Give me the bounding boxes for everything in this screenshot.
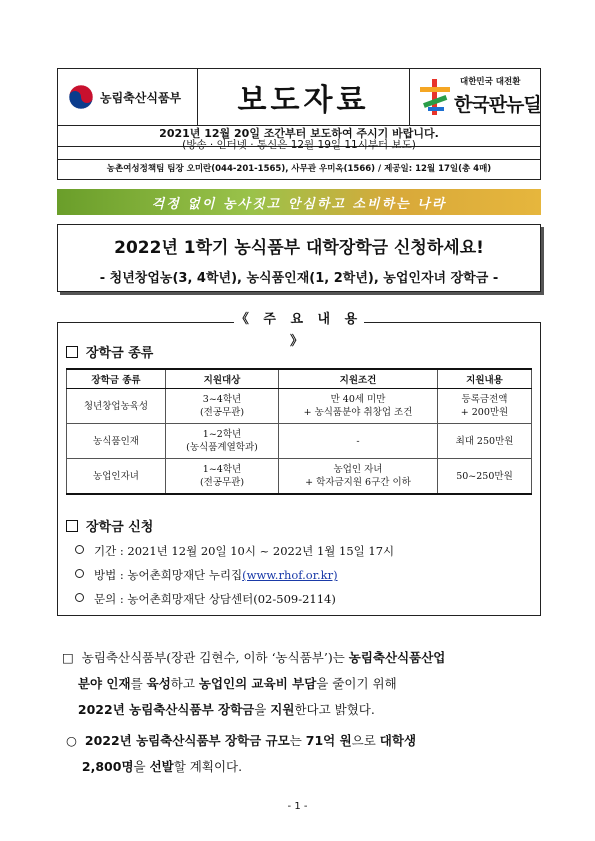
table-cell: 1~2학년 (농식품계열학과) <box>166 424 279 459</box>
checkbox-square-icon <box>66 520 78 532</box>
circle-bullet-icon <box>75 569 84 578</box>
text-run: 는 <box>289 733 306 748</box>
slogan-text: 걱정 없이 농사짓고 안심하고 소비하는 나라 <box>151 196 447 212</box>
text-run: 농업인의 교육비 부담 <box>198 676 317 691</box>
table-cell: - <box>279 424 438 459</box>
table-cell: 50~250만원 <box>438 459 532 495</box>
new-deal-icon <box>418 77 452 117</box>
headline-title: 2022년 1학기 농식품부 대학장학금 신청하세요! <box>114 238 484 258</box>
square-bullet-icon: □ <box>62 650 74 665</box>
text-run: 한다고 밝혔다. <box>294 702 375 717</box>
section-scholarship-apply <box>66 516 153 535</box>
text-run: 을 <box>133 759 150 774</box>
text-run: 를 <box>130 676 147 691</box>
table-cell: 3~4학년 (전공무관) <box>166 389 279 424</box>
brand-main-text: 한국판뉴딜 <box>454 94 541 116</box>
header-table <box>57 68 541 160</box>
text-run: 농림축산식품산업 <box>348 650 446 665</box>
circle-bullet-icon <box>75 593 84 602</box>
table-row <box>67 459 532 495</box>
taegeuk-icon <box>68 84 94 110</box>
table-row <box>67 424 532 459</box>
section-scholarship-types <box>66 342 153 361</box>
new-deal-logo <box>410 69 541 126</box>
scholarship-table <box>66 368 532 495</box>
embargo-sub-text: (방송 · 인터넷 · 통신은 12월 19일 11시부터 보도) <box>182 139 416 151</box>
circle-bullet-icon: ○ <box>66 733 77 748</box>
table-cell: 농업인 자녀 + 학자금지원 6구간 이하 <box>279 459 438 495</box>
text-run: 분야 인재 <box>77 676 131 691</box>
embargo-text: 2021년 12월 20일 조간부터 보도하여 주시기 바랍니다. <box>159 127 439 140</box>
ministry-name: 농림축산식품부 <box>100 90 182 105</box>
text-run: 을 <box>254 702 271 717</box>
page-number: - 1 - <box>287 801 308 812</box>
table-header-row <box>67 369 532 389</box>
checkbox-square-icon <box>66 346 78 358</box>
section-title: 장학금 신청 <box>86 520 154 535</box>
text-run: 육성 <box>146 676 171 691</box>
list-item <box>75 591 336 607</box>
table-cell: 최대 250만원 <box>438 424 532 459</box>
table-header: 장학금 종류 <box>67 369 166 389</box>
contact-info: 농촌여성정책팀 팀장 오미란(044-201-1565), 사무관 우미옥(1566) / 제공일: 12월 17일(총 4매) <box>57 160 541 180</box>
table-row <box>67 389 532 424</box>
table-header: 지원대상 <box>166 369 279 389</box>
text-run: 2,800명 <box>81 759 134 774</box>
text-run: 할 계획이다. <box>173 759 243 774</box>
summary-box-title: 《 주 요 내 용 》 <box>234 309 364 331</box>
brand-top-text: 대한민국 대전환 <box>460 77 521 87</box>
item-inquiry: 문의 : 농어촌희망재단 상담센터(02-509-2114) <box>94 592 336 606</box>
table-cell: 1~4학년 (전공무관) <box>166 459 279 495</box>
text-run: 선발 <box>149 759 174 774</box>
table-cell: 농업인자녀 <box>67 459 166 495</box>
table-cell: 등록금전액 + 200만원 <box>438 389 532 424</box>
rhof-website-link[interactable]: (www.rhof.or.kr) <box>242 568 338 582</box>
headline-subtitle: - 청년창업농(3, 4학년), 농식품인재(1, 2학년), 농업인자녀 장학금 - <box>99 271 499 286</box>
embargo-notice <box>58 126 540 151</box>
ministry-logo <box>58 69 198 126</box>
text-run: 으로 <box>351 733 380 748</box>
text-run: 71억 원 <box>305 733 352 748</box>
table-cell: 농식품인재 <box>67 424 166 459</box>
text-run: 농림축산식품부(장관 김현수, 이하 ‘농식품부’)는 <box>81 650 349 665</box>
text-run: 2022년 농림축산식품부 장학금 <box>77 702 255 717</box>
text-run: 을 줄이기 위해 <box>316 676 397 691</box>
list-item <box>75 543 394 559</box>
text-run: 하고 <box>170 676 199 691</box>
circle-bullet-icon <box>75 545 84 554</box>
text-run: 2022년 농림축산식품부 장학금 규모 <box>84 733 290 748</box>
section-title: 장학금 종류 <box>86 346 154 361</box>
text-run: 지원 <box>270 702 295 717</box>
slogan-banner <box>57 189 541 215</box>
list-item <box>75 567 338 583</box>
body-paragraph-2 <box>66 728 546 780</box>
press-release-title: 보도자료 <box>198 69 410 126</box>
table-cell: 청년창업농육성 <box>67 389 166 424</box>
text-run: 대학생 <box>379 733 417 748</box>
item-method: 방법 : 농어촌희망재단 누리집 <box>94 568 243 582</box>
headline-box <box>57 224 541 292</box>
table-cell: 만 40세 미만 + 농식품분야 취창업 조건 <box>279 389 438 424</box>
item-period: 기간 : 2021년 12월 20일 10시 ~ 2022년 1월 15일 17시 <box>94 544 395 558</box>
table-header: 지원조건 <box>279 369 438 389</box>
table-header: 지원내용 <box>438 369 532 389</box>
body-paragraph-1 <box>62 645 542 723</box>
